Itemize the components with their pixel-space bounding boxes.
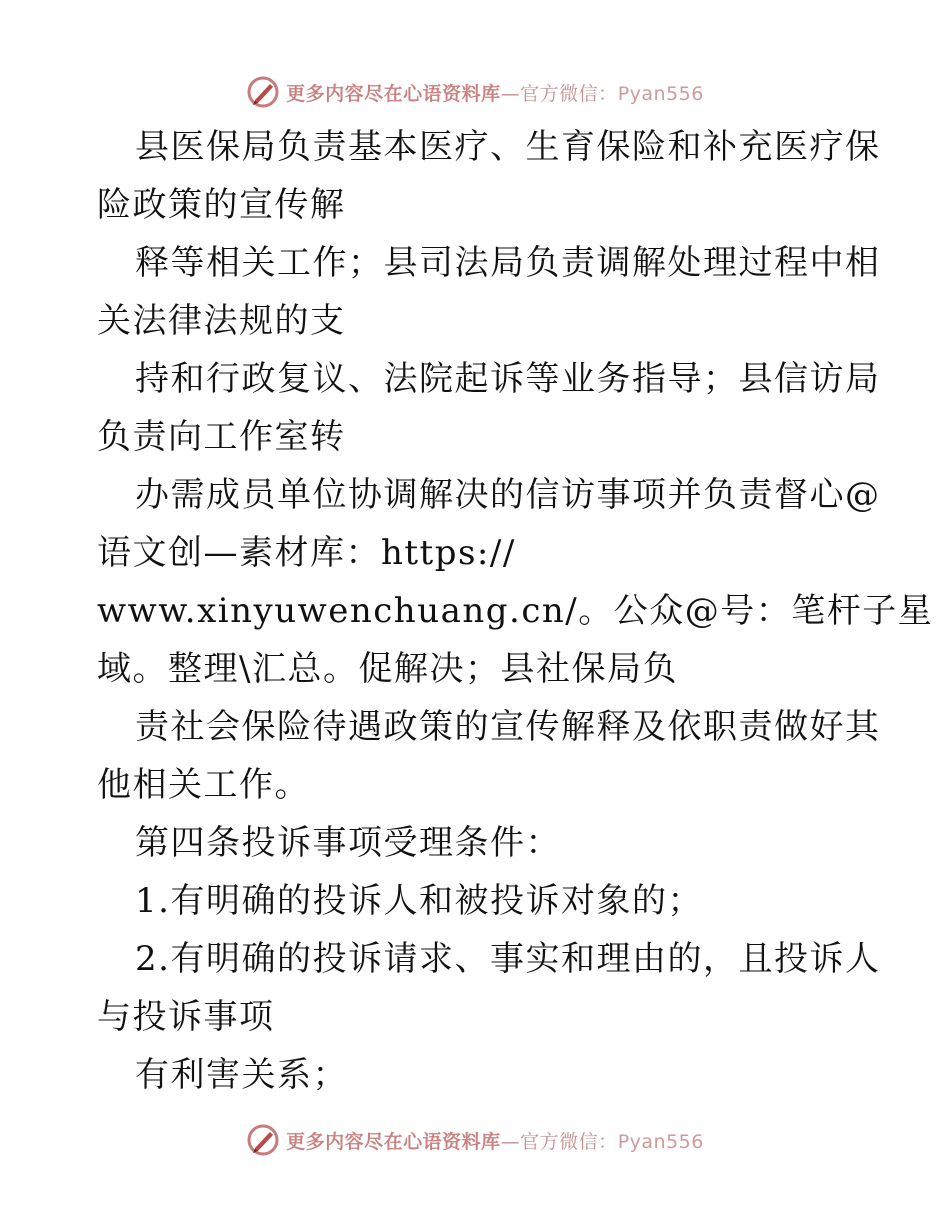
footer-watermark [0, 1120, 950, 1160]
watermark-id: Pyan556 [617, 82, 704, 105]
text-line: 险政策的宣传解 [97, 185, 346, 225]
watermark-id: Pyan556 [617, 1130, 704, 1153]
text-line: 域。整理\汇总。促解决；县社保局负 [97, 649, 678, 689]
text-line: 1.有明确的投诉人和被投诉对象的； [135, 881, 703, 921]
watermark-sub: 官方微信： [520, 82, 618, 105]
text-line: 语文创—素材库：https:// [97, 533, 516, 573]
text-line: 2.有明确的投诉请求、事实和理由的，且投诉人 [135, 939, 881, 979]
text-line: 第四条投诉事项受理条件： [135, 823, 561, 863]
pen-logo-icon [246, 1123, 280, 1157]
text-line: 责社会保险待遇政策的宣传解释及依职责做好其 [135, 707, 881, 747]
watermark-main: 更多内容尽在心语资料库 [286, 1130, 501, 1153]
text-line: 办需成员单位协调解决的信访事项并负责督心@ [135, 475, 881, 515]
text-line: 县医保局负责基本医疗、生育保险和补充医疗保 [135, 127, 881, 167]
text-line: 关法律法规的支 [97, 301, 346, 341]
header-watermark [0, 72, 950, 112]
text-line: 有利害关系； [135, 1055, 348, 1095]
watermark-sub: 官方微信： [520, 1130, 618, 1153]
watermark-main: 更多内容尽在心语资料库 [286, 82, 501, 105]
text-line: 持和行政复议、法院起诉等业务指导；县信访局 [135, 359, 881, 399]
pen-logo-icon [246, 75, 280, 109]
watermark-dash: — [500, 82, 521, 105]
watermark-text [286, 79, 704, 106]
watermark-text [286, 1127, 704, 1154]
text-line: 与投诉事项 [97, 997, 275, 1037]
document-body [97, 118, 934, 1104]
watermark-dash: — [500, 1130, 521, 1153]
text-line: 他相关工作。 [97, 765, 310, 805]
text-line: 释等相关工作；县司法局负责调解处理过程中相 [135, 243, 881, 283]
text-line: www.xinyuwenchuang.cn/。公众@号：笔杆子星 [97, 591, 934, 631]
text-line: 负责向工作室转 [97, 417, 346, 457]
